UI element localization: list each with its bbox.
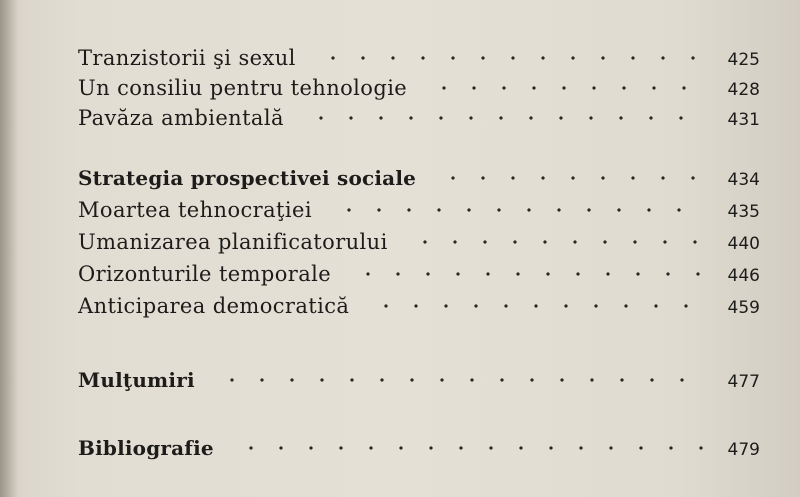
dot-leader [410,239,706,245]
toc-entry [78,262,760,292]
toc-entry-title: Pavăza ambientală [78,106,284,130]
toc-entry-title: Anticiparea democratică [78,294,350,318]
toc-entry [78,46,760,76]
toc-page-number: 434 [727,170,760,190]
toc-page-number: 477 [727,372,760,392]
toc-entry [78,368,760,398]
dot-leader [371,303,706,309]
toc-page-number: 425 [727,50,760,70]
toc-entry [78,294,760,324]
toc-entry [78,166,760,196]
toc-page-number: 446 [727,266,760,286]
dot-leader [236,445,706,451]
toc-page-number: 435 [727,202,760,222]
toc-section-title: Mulţumiri [78,368,195,392]
toc-entry [78,230,760,260]
dot-leader [438,175,706,181]
page-edge-shadow [0,0,18,497]
toc-page-number: 440 [727,234,760,254]
toc-section-title: Bibliografie [78,436,214,460]
toc-page-number: 431 [727,110,760,130]
toc-entry-title: Moartea tehnocraţiei [78,198,312,222]
toc-entry-title: Orizonturile temporale [78,262,332,286]
toc-entry-title: Umanizarea planificatorului [78,230,388,254]
dot-leader [217,377,706,383]
toc-page-number: 428 [727,80,760,100]
toc-entry [78,198,760,228]
toc-page-number: 459 [727,298,760,318]
toc-entry [78,76,760,106]
toc-page-number: 479 [727,440,760,460]
toc-entry [78,106,760,136]
dot-leader [353,271,706,277]
toc-entry [78,436,760,466]
dot-leader [318,55,706,61]
toc-section-title: Strategia prospectivei sociale [78,166,417,190]
dot-leader [429,85,706,91]
dot-leader [334,207,706,213]
toc-entry-title: Tranzistorii şi sexul [78,46,296,70]
toc-entry-title: Un consiliu pentru tehnologie [78,76,408,100]
dot-leader [306,115,706,121]
